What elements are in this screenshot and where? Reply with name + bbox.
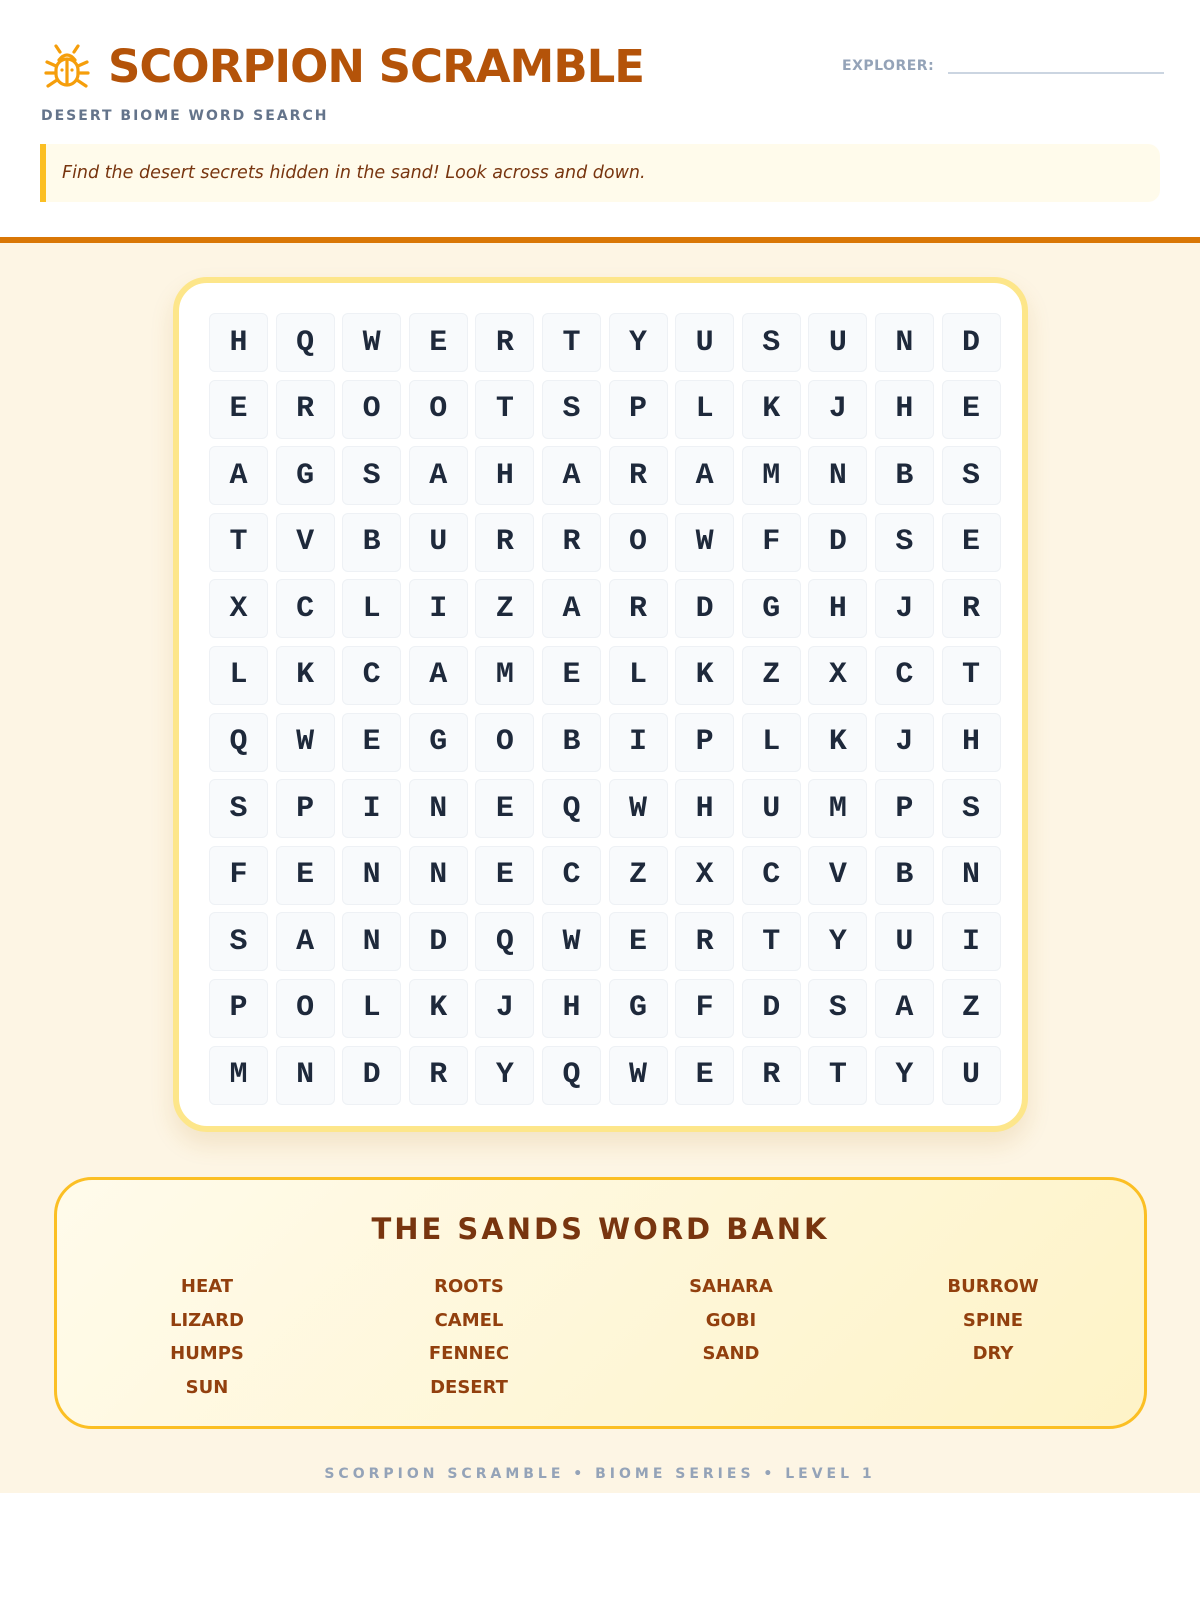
grid-cell[interactable]: U (409, 513, 468, 572)
grid-cell[interactable]: L (675, 380, 734, 439)
grid-cell[interactable]: K (276, 646, 335, 705)
grid-cell[interactable]: O (609, 513, 668, 572)
grid-cell[interactable]: X (675, 846, 734, 905)
grid-cell[interactable]: L (342, 979, 401, 1038)
grid-cell[interactable]: A (409, 446, 468, 505)
grid-cell[interactable]: G (609, 979, 668, 1038)
grid-cell[interactable]: I (942, 912, 1001, 971)
grid-cell[interactable]: W (276, 713, 335, 772)
grid-cell[interactable]: Y (808, 912, 867, 971)
grid-cell[interactable]: P (675, 713, 734, 772)
grid-cell[interactable]: B (875, 446, 934, 505)
grid-cell[interactable]: T (542, 313, 601, 372)
grid-cell[interactable]: R (942, 579, 1001, 638)
word-bank-item: ROOTS (434, 1276, 504, 1297)
grid-cell[interactable]: P (209, 979, 268, 1038)
grid-cell[interactable]: C (342, 646, 401, 705)
grid-cell[interactable]: Z (475, 579, 534, 638)
grid-cell[interactable]: A (542, 446, 601, 505)
word-bank-title: THE SANDS WORD BANK (371, 1212, 830, 1246)
grid-cell[interactable]: A (675, 446, 734, 505)
grid-cell[interactable]: N (409, 779, 468, 838)
grid-cell[interactable]: D (675, 579, 734, 638)
grid-cell[interactable]: I (409, 579, 468, 638)
grid-cell[interactable]: T (942, 646, 1001, 705)
instruction-banner: Find the desert secrets hidden in the sand! Look across and down. (40, 144, 1160, 202)
grid-cell[interactable]: Y (875, 1046, 934, 1105)
word-bank-column (913, 1276, 1175, 1410)
grid-cell[interactable]: C (875, 646, 934, 705)
logo-row (40, 40, 644, 94)
main-area (0, 243, 1200, 1493)
word-bank-item: DRY (972, 1343, 1014, 1364)
grid-cell[interactable]: R (542, 513, 601, 572)
grid-cell[interactable]: H (808, 579, 867, 638)
grid-cell[interactable]: U (808, 313, 867, 372)
page-title: SCORPION SCRAMBLE (108, 40, 645, 93)
grid-cell[interactable]: H (542, 979, 601, 1038)
grid-cell[interactable]: S (342, 446, 401, 505)
grid-cell[interactable]: H (675, 779, 734, 838)
grid-cell[interactable]: S (209, 779, 268, 838)
grid-cell[interactable]: Q (209, 713, 268, 772)
grid-cell[interactable]: Y (475, 1046, 534, 1105)
grid-cell[interactable]: D (942, 313, 1001, 372)
grid-cell[interactable]: J (875, 579, 934, 638)
grid-cell[interactable]: E (342, 713, 401, 772)
grid-cell[interactable]: R (675, 912, 734, 971)
grid-cell[interactable]: A (209, 446, 268, 505)
grid-cell[interactable]: U (675, 313, 734, 372)
word-bank-item: SAND (702, 1343, 760, 1364)
grid-cell[interactable]: K (409, 979, 468, 1038)
grid-cell[interactable]: O (475, 713, 534, 772)
grid-cell[interactable]: W (609, 779, 668, 838)
grid-cell[interactable]: P (609, 380, 668, 439)
grid-cell[interactable]: R (276, 380, 335, 439)
grid-cell[interactable]: U (942, 1046, 1001, 1105)
grid-cell[interactable]: J (808, 380, 867, 439)
grid-cell[interactable]: O (342, 380, 401, 439)
grid-cell[interactable]: F (209, 846, 268, 905)
grid-cell[interactable]: N (342, 846, 401, 905)
grid-cell[interactable]: Q (542, 779, 601, 838)
grid-cell[interactable]: W (342, 313, 401, 372)
word-bank-item: SAHARA (689, 1276, 773, 1297)
word-bank-item: SUN (185, 1376, 229, 1398)
grid-cell[interactable]: H (875, 380, 934, 439)
grid-cell[interactable]: E (942, 380, 1001, 439)
grid-cell[interactable]: E (542, 646, 601, 705)
grid-cell[interactable]: E (209, 380, 268, 439)
word-bank-item: HEAT (180, 1276, 234, 1297)
word-bank-item: SPINE (962, 1309, 1024, 1331)
grid-cell[interactable]: L (609, 646, 668, 705)
explorer-name-input[interactable] (948, 46, 1164, 74)
grid-cell[interactable]: C (276, 579, 335, 638)
grid-cell[interactable]: D (808, 513, 867, 572)
grid-cell[interactable]: D (409, 912, 468, 971)
grid-cell[interactable]: D (342, 1046, 401, 1105)
grid-cell[interactable]: S (542, 380, 601, 439)
grid-cell[interactable]: X (209, 579, 268, 638)
grid-cell[interactable]: K (742, 380, 801, 439)
grid-cell[interactable]: H (475, 446, 534, 505)
grid-cell[interactable]: N (942, 846, 1001, 905)
grid-cell[interactable]: G (276, 446, 335, 505)
grid-cell[interactable]: V (276, 513, 335, 572)
grid-cell[interactable]: G (742, 579, 801, 638)
grid-cell[interactable]: Q (276, 313, 335, 372)
grid-cell[interactable]: W (542, 912, 601, 971)
grid-cell[interactable]: E (475, 779, 534, 838)
grid-cell[interactable]: S (808, 979, 867, 1038)
grid-cell[interactable]: R (609, 579, 668, 638)
grid-cell[interactable]: Y (609, 313, 668, 372)
grid-cell[interactable]: R (409, 1046, 468, 1105)
grid-cell[interactable]: M (742, 446, 801, 505)
grid-cell[interactable]: P (875, 779, 934, 838)
word-bank-item: BURROW (947, 1276, 1039, 1297)
grid-cell[interactable]: N (409, 846, 468, 905)
grid-cell[interactable]: U (875, 912, 934, 971)
word-bank-column (127, 1276, 389, 1410)
explorer-field-group (842, 46, 1164, 74)
grid-cell[interactable]: A (409, 646, 468, 705)
grid-cell[interactable]: F (675, 979, 734, 1038)
grid-cell[interactable]: E (409, 313, 468, 372)
grid-cell[interactable]: R (475, 313, 534, 372)
grid-cell[interactable]: S (742, 313, 801, 372)
grid-cell[interactable]: L (742, 713, 801, 772)
word-bank-item: DESERT (430, 1376, 508, 1398)
grid-cell[interactable]: R (609, 446, 668, 505)
grid-cell[interactable]: O (409, 380, 468, 439)
grid-cell[interactable]: C (742, 846, 801, 905)
grid-cell[interactable]: Z (942, 979, 1001, 1038)
grid-cell[interactable]: H (942, 713, 1001, 772)
grid-cell[interactable]: J (875, 713, 934, 772)
grid-cell[interactable]: E (942, 513, 1001, 572)
grid-cell[interactable]: N (875, 313, 934, 372)
grid-cell[interactable]: B (342, 513, 401, 572)
explorer-label: EXPLORER: (842, 58, 935, 74)
bug-icon (40, 40, 94, 94)
grid-cell[interactable]: L (209, 646, 268, 705)
grid-cell[interactable]: W (675, 513, 734, 572)
grid-cell[interactable]: J (475, 979, 534, 1038)
grid-cell[interactable]: Z (742, 646, 801, 705)
grid-cell[interactable]: Q (475, 912, 534, 971)
grid-cell[interactable]: Z (609, 846, 668, 905)
grid-cell[interactable]: D (742, 979, 801, 1038)
grid-cell[interactable]: T (742, 912, 801, 971)
page-subtitle: DESERT BIOME WORD SEARCH (41, 108, 329, 124)
grid-cell[interactable]: I (342, 779, 401, 838)
grid-cell[interactable]: S (942, 446, 1001, 505)
grid-cell[interactable]: M (209, 1046, 268, 1105)
grid-cell[interactable]: T (475, 380, 534, 439)
grid-cell[interactable]: U (742, 779, 801, 838)
word-bank-columns (127, 1276, 1175, 1410)
word-bank-item: CAMEL (434, 1309, 504, 1331)
grid-cell[interactable]: B (542, 713, 601, 772)
word-bank-column (389, 1276, 651, 1410)
letter-grid (209, 313, 1001, 1105)
grid-cell[interactable]: A (276, 912, 335, 971)
grid-cell[interactable]: N (808, 446, 867, 505)
grid-cell[interactable]: M (808, 779, 867, 838)
grid-cell[interactable]: N (276, 1046, 335, 1105)
grid-cell[interactable]: A (542, 579, 601, 638)
grid-cell[interactable]: E (675, 1046, 734, 1105)
word-search-card (173, 277, 1028, 1132)
grid-cell[interactable]: L (342, 579, 401, 638)
grid-cell[interactable]: B (875, 846, 934, 905)
grid-cell[interactable]: X (808, 646, 867, 705)
grid-cell[interactable]: O (276, 979, 335, 1038)
grid-cell[interactable]: T (209, 513, 268, 572)
grid-cell[interactable]: S (942, 779, 1001, 838)
word-bank (54, 1177, 1147, 1429)
grid-cell[interactable]: Q (542, 1046, 601, 1105)
grid-cell[interactable]: H (209, 313, 268, 372)
grid-cell[interactable]: A (875, 979, 934, 1038)
grid-cell[interactable]: F (742, 513, 801, 572)
word-bank-item: GOBI (705, 1309, 757, 1331)
word-bank-item: HUMPS (170, 1343, 244, 1364)
grid-cell[interactable]: C (542, 846, 601, 905)
grid-cell[interactable]: E (475, 846, 534, 905)
grid-cell[interactable]: S (209, 912, 268, 971)
footer-text: SCORPION SCRAMBLE • BIOME SERIES • LEVEL 1 (324, 1466, 876, 1482)
grid-cell[interactable]: R (475, 513, 534, 572)
header (0, 0, 1200, 243)
grid-cell[interactable]: K (675, 646, 734, 705)
grid-cell[interactable]: T (808, 1046, 867, 1105)
grid-cell[interactable]: V (808, 846, 867, 905)
grid-cell[interactable]: I (609, 713, 668, 772)
grid-cell[interactable]: N (342, 912, 401, 971)
grid-cell[interactable]: M (475, 646, 534, 705)
word-bank-item: FENNEC (428, 1343, 510, 1364)
grid-cell[interactable]: G (409, 713, 468, 772)
grid-cell[interactable]: P (276, 779, 335, 838)
grid-cell[interactable]: R (742, 1046, 801, 1105)
grid-cell[interactable]: K (808, 713, 867, 772)
grid-cell[interactable]: E (609, 912, 668, 971)
grid-cell[interactable]: E (276, 846, 335, 905)
word-bank-column (651, 1276, 913, 1410)
word-bank-item: LIZARD (170, 1309, 244, 1331)
grid-cell[interactable]: W (609, 1046, 668, 1105)
grid-cell[interactable]: S (875, 513, 934, 572)
